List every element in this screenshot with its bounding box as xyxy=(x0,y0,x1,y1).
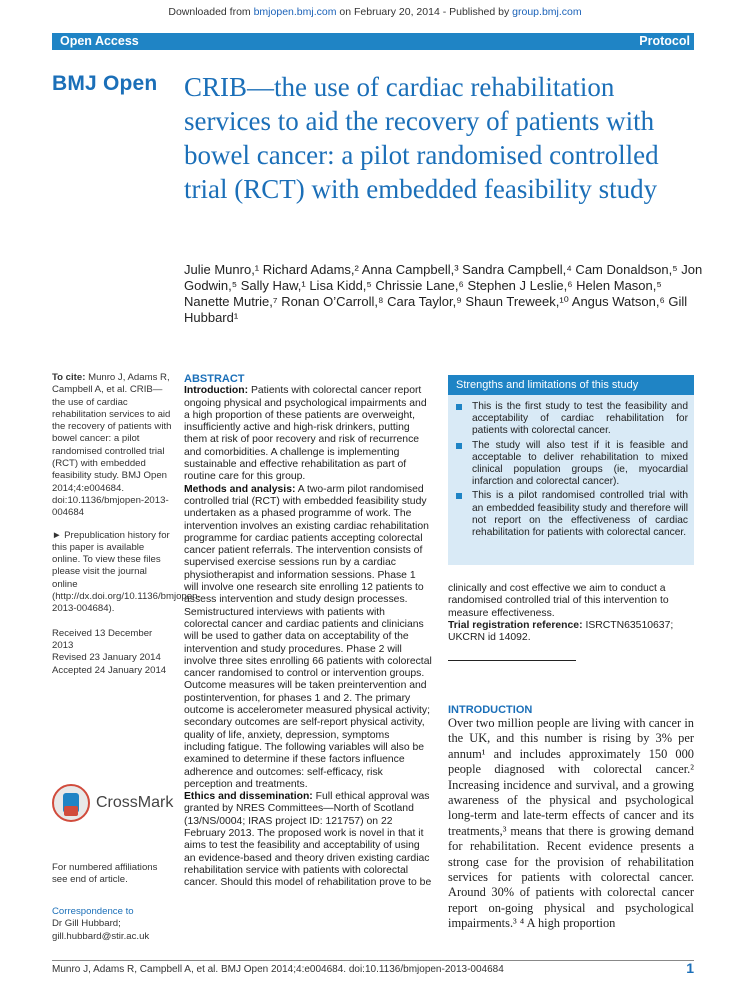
trial-registration: Trial registration reference: ISRCTN63510637; UKCRN id 14092. xyxy=(448,619,674,644)
abstract-continued xyxy=(448,583,694,644)
divider xyxy=(448,660,576,661)
header-band xyxy=(52,33,694,50)
download-line xyxy=(0,6,750,18)
crossmark-label: CrossMark xyxy=(96,794,174,811)
footer-citation: Munro J, Adams R, Campbell A, et al. BMJ Open 2014;4:e004684. doi:10.1136/bmjopen-2013-004684 xyxy=(52,964,504,975)
correspondence-label: Correspondence to xyxy=(52,906,134,917)
accepted-date: Accepted 24 January 2014 xyxy=(52,664,167,676)
correspondence-name: Dr Gill Hubbard; xyxy=(52,918,121,930)
abstract-heading: ABSTRACT xyxy=(184,373,245,385)
author-list: Julie Munro,¹ Richard Adams,² Anna Campbell,³ Sandra Campbell,⁴ Cam Donaldson,⁵ Jon Godwin,⁵ Sally Haw,¹ Lisa Kidd,⁵ Chrissie Lane,⁶ Stephen J Leslie,⁶ Helen Mason,⁵ Nanette Mutrie,⁷ Ronan O’Carroll,⁸ Cara Taylor,⁹ Shaun Treweek,¹⁰ Angus Watson,⁶ Gill Hubbard¹ xyxy=(184,262,703,325)
site-link[interactable]: bmjopen.bmj.com xyxy=(253,6,337,18)
publisher-link[interactable]: group.bmj.com xyxy=(512,6,582,18)
cite-label: To cite: xyxy=(52,372,86,383)
open-access-label: Open Access xyxy=(60,34,139,48)
strengths-heading: Strengths and limitations of this study xyxy=(448,375,694,395)
cite-text: Munro J, Adams R, Campbell A, et al. CRIB—the use of cardiac rehabilitation services to aid the recovery of patients with bowel cancer: a pilot randomised controlled trial (RCT) with embedded feasibility study. BMJ Open 2014;4:e004684. doi:10.1136/bmjopen-2013-004684 xyxy=(52,372,172,519)
abstract-methods: Methods and analysis: A two-arm pilot randomised controlled trial (RCT) with embedded feasibility study undertaken as a phased programme of work. The intervention involves an existing cardiac rehabilitation programme for cardiac patients accepting colorectal cancer patient referrals. The intervention consists of supervised exercise sessions run by a cardiac physiotherapist and information sessions. Phase 1 will involve one research site enrolling 12 patients to assess intervention and study design processes. Semistructured interviews with patients with colorectal cancer and cardiac patients and clinicians will be used to gather data on acceptability of the intervention and study procedures. Phase 2 will involve three sites enrolling 66 patients with colorectal cancer randomised to control or intervention groups. Outcome measures will be taken preintervention and postintervention, for phases 1 and 2. The primary outcome is accelerometer measured physical activity; secondary outcomes are self-report physical activity, quality of life, anxiety, depression, symptoms including fatigue. The following variables will also be examined to determine if these factors influence adherence and outcomes: self-efficacy, risk perception and treatments. xyxy=(184,483,432,790)
correspondence-email[interactable]: gill.hubbard@stir.ac.uk xyxy=(52,930,150,942)
crossmark-icon xyxy=(52,784,90,822)
download-middle: on February 20, 2014 - Published by xyxy=(336,6,513,18)
footer-divider xyxy=(52,960,694,961)
article-title: CRIB—the use of cardiac rehabilitation services to aid the recovery of patients with bowel cancer: a pilot randomised controlled trial (RCT) with embedded feasibility study xyxy=(184,72,659,204)
abstract-continued-text: clinically and cost effective we aim to conduct a randomised controlled trial of this intervention to measure effectiveness. xyxy=(448,583,669,619)
received-date: Received 13 December 2013 xyxy=(52,627,153,651)
abstract-introduction: Introduction: Patients with colorectal cancer report ongoing physical and psychological impairments and a high proportion of these patients are overweight, insufficiently active and high-risk drinkers, putting them at risk of poor recovery and risk of recurrence and comorbidities. A challenge is implementing sustainable and effective rehabilitation as part of routine care for this group. xyxy=(184,385,427,483)
article-type-label: Protocol xyxy=(639,34,690,48)
page-number: 1 xyxy=(686,960,694,976)
crossmark-badge[interactable] xyxy=(52,784,172,824)
prepub-note: ► Prepublication history for this paper is available online. To view these files please visit the journal online (http://dx.doi.org/10.1136/bmjopen-2013-004684). xyxy=(52,529,201,615)
strength-item: This is the first study to test the feasibility and acceptability of cardiac rehabilitation for patients with colorectal cancer. xyxy=(456,401,688,438)
abstract xyxy=(184,373,432,889)
abstract-ethics: Ethics and dissemination: Full ethical approval was granted by NRES Committees—North of Scotland (13/NS/0004; IRAS project ID: 121757) on 22 February 2013. The proposed work is novel in that it aims to test the feasibility and acceptability of using an evidence-based and theory driven existing cardiac rehabilitation service with patients with colorectal cancer. Should this model of rehabilitation prove to be xyxy=(184,791,432,889)
introduction-heading: INTRODUCTION xyxy=(448,704,533,716)
dates-block xyxy=(52,628,172,677)
affiliations-note: For numbered affiliations see end of article. xyxy=(52,862,158,886)
journal-logo: BMJ Open xyxy=(52,72,158,95)
citation-block xyxy=(52,372,172,520)
bullet-square-icon xyxy=(456,404,462,410)
left-sidebar xyxy=(52,372,201,677)
strengths-list xyxy=(456,401,688,539)
bullet-square-icon xyxy=(456,493,462,499)
introduction-text: Over two million people are living with cancer in the UK, and this number is rising by 3% per annum¹ and includes approximately 150 000 people diagnosed with colorectal cancer.² Increasing incidence and survival, and a growing awareness of the physical and psychological long-term and late-term effects of cancer and its treatments,³ means that there is growing demand for rehabilitation. Recent evidence presents a strong case for the provision of rehabilitation services for patients with colorectal cancer. Around 30% of patients with colorectal cancer report on-going physical and psychological impairments.³ ⁴ A high proportion xyxy=(448,716,694,931)
strength-item: This is a pilot randomised controlled trial with an embedded feasibility study and therefore will not report on the effectiveness of cardiac rehabilitation for patients with colorectal cancer. xyxy=(456,490,688,539)
strength-item: The study will also test if it is feasible and acceptable to deliver rehabilitation to mixed clinical population groups (ie, myocardial infarction and colorectal cancer). xyxy=(456,440,688,489)
bullet-square-icon xyxy=(456,443,462,449)
correspondence-block xyxy=(52,906,172,943)
download-prefix: Downloaded from xyxy=(168,6,254,18)
strengths-box xyxy=(448,375,694,565)
revised-date: Revised 23 January 2014 xyxy=(52,652,161,664)
